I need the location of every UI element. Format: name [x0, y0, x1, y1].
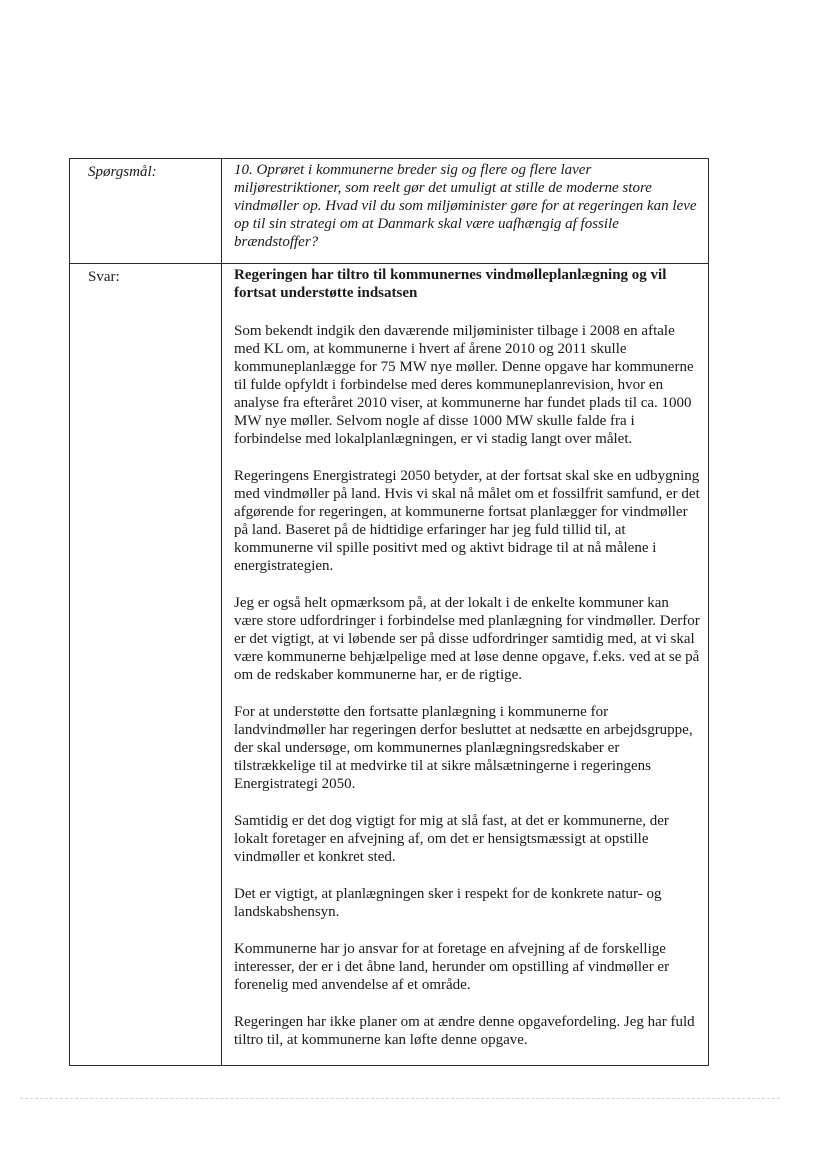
answer-paragraph: Det er vigtigt, at planlægningen sker i respekt for de konkrete natur- og landskabshensyn. — [234, 886, 662, 920]
answer-row — [70, 264, 709, 1066]
scan-artifact-line — [20, 1098, 780, 1099]
answer-paragraph: For at understøtte den fortsatte planlægning i kommunerne for landvindmøller har regeringen derfor besluttet at nedsætte en arbejdsgruppe, der skal undersøge, om kommunernes planlægningsredskaber er tilstrækkelige til at medvirke til at sikre målsætningerne i regeringens Energistrategi 2050. — [234, 704, 693, 792]
question-label: Spørgsmål: — [88, 164, 157, 180]
answer-heading: Regeringen har tiltro til kommunernes vindmølleplanlægning og vil fortsat understøtte indsatsen — [234, 267, 667, 301]
answer-paragraph: Samtidig er det dog vigtigt for mig at slå fast, at det er kommunerne, der lokalt foretager en afvejning af, om det er hensigtsmæssigt at opstille vindmøller et konkret sted. — [234, 813, 669, 865]
answer-paragraph: Kommunerne har jo ansvar for at foretage en afvejning af de forskellige interesser, der er i det åbne land, herunder om opstilling af vindmøller er forenelig med anvendelse af et område. — [234, 941, 670, 993]
answer-paragraph: Som bekendt indgik den daværende miljøminister tilbage i 2008 en aftale med KL om, at kommunerne i hvert af årene 2010 og 2011 skulle kommuneplanlægge for 75 MW nye møller. Denne opgave har kommunerne til fulde opfyldt i forbindelse med deres kommuneplanrevision, hvor en analyse fra efteråret 2010 viser, at kommunerne har fundet plads til ca. 1000 MW nye møller. Selvom nogle af disse 1000 MW skulle falde fra i forbindelse med lokalplanlægningen, er vi stadig langt over målet. — [234, 323, 694, 447]
question-text: 10. Oprøret i kommunerne breder sig og flere og flere laver miljørestriktioner, som reelt gør det umuligt at stille de moderne store vindmøller op. Hvad vil du som miljøminister gøre for at regeringen kan leve op til sin strategi om at Danmark skal være uafhængig af fossile brændstoffer? — [234, 162, 697, 250]
question-row — [70, 159, 709, 264]
answer-paragraph: Jeg er også helt opmærksom på, at der lokalt i de enkelte kommuner kan være store udfordringer i forbindelse med planlægning for vindmøller. Derfor er det vigtigt, at vi løbende ser på disse udfordringer samtidig med, at vi skal være kommunerne behjælpelige med at løse denne opgave, f.eks. ved at se på om de redskaber kommunerne har, er de rigtige. — [234, 595, 700, 683]
question-label-cell — [70, 159, 222, 264]
question-answer-table — [69, 158, 709, 1066]
answer-paragraph: Regeringens Energistrategi 2050 betyder, at der fortsat skal ske en udbygning med vindmøller på land. Hvis vi skal nå målet om et fossilfrit samfund, er det afgørende for regeringen, at kommunerne fortsat planlægger for vindmøller på land. Baseret på de hidtidige erfaringer har jeg fuld tillid til, at kommunerne vil spille positivt med og aktivt bidrage til at nå målene i energistrategien. — [234, 468, 700, 574]
answer-cell — [222, 264, 709, 1066]
answer-label-cell — [70, 264, 222, 1066]
answer-paragraph: Regeringen har ikke planer om at ændre denne opgavefordeling. Jeg har fuld tiltro til, at kommunerne kan løfte denne opgave. — [234, 1014, 695, 1048]
question-cell — [222, 159, 709, 264]
answer-label: Svar: — [88, 269, 120, 285]
